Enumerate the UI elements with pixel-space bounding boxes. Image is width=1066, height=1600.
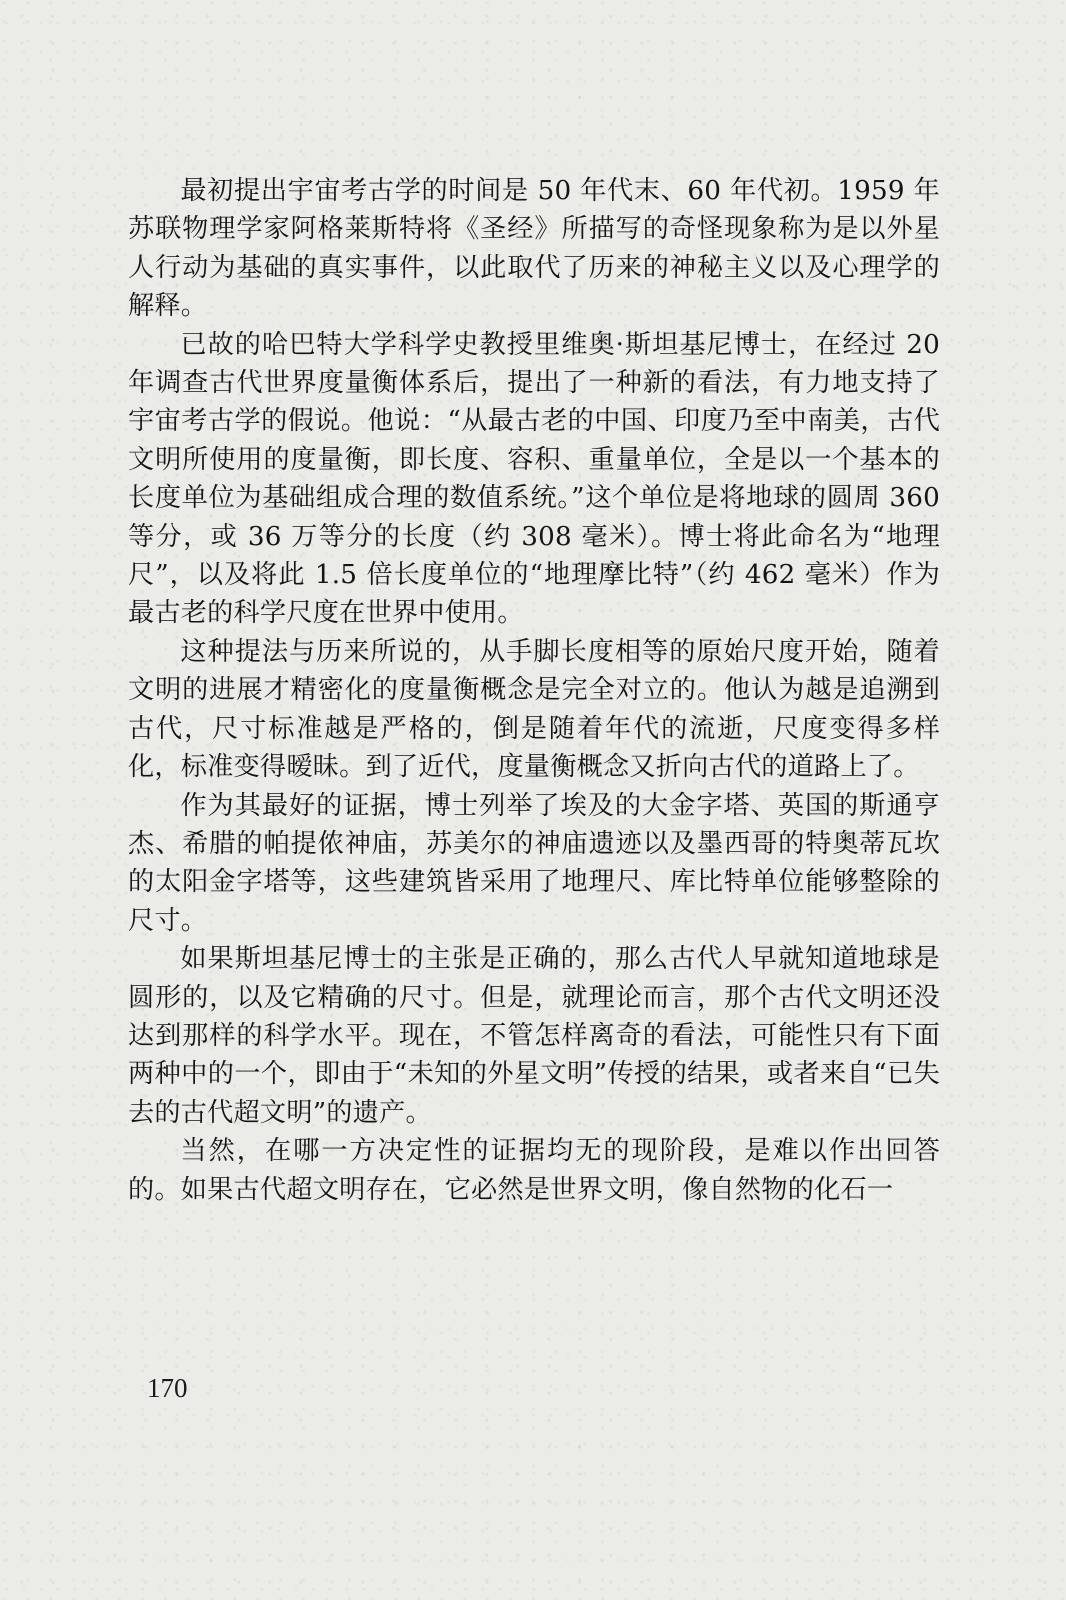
paragraph-4: 作为其最好的证据，博士列举了埃及的大金字塔、英国的斯通亨杰、希腊的帕提侬神庙，苏美尔的神庙遗迹以及墨西哥的特奥蒂瓦坎的太阳金字塔等，这些建筑皆采用了地理尺、库比特单位能够整除的尺寸。 — [128, 790, 940, 936]
paragraph-3: 这种提法与历来所说的，从手脚长度相等的原始尺度开始，随着文明的进展才精密化的度量衡概念是完全对立的。他认为越是追溯到古代，尺寸标准越是严格的，倒是随着年代的流逝，尺度变得多样化，标准变得暧昧。到了近代，度量衡概念又折向古代的道路上了。 — [128, 636, 940, 783]
body-text — [128, 172, 940, 1209]
page-number: 170 — [147, 1373, 188, 1403]
paragraph-6: 当然，在哪一方决定性的证据均无的现阶段，是难以作出回答的。如果古代超文明存在，它必然是世界文明，像自然物的化石一 — [128, 1136, 940, 1205]
paragraph-1: 最初提出宇宙考古学的时间是 50 年代末、60 年代初。1959 年苏联物理学家阿格莱斯特将《圣经》所描写的奇怪现象称为是以外星人行动为基础的真实事件，以此取代了历来的神秘主义以及心理学的解释。 — [128, 176, 940, 322]
paragraph-2: 已故的哈巴特大学科学史教授里维奥·斯坦基尼博士，在经过 20 年调查古代世界度量衡体系后，提出了一种新的看法，有力地支持了宇宙考古学的假说。他说：“从最古老的中国、印度乃至中南美，古代文明所使用的度量衡，即长度、容积、重量单位，全是以一个基本的长度单位为基础组成合理的数值系统。”这个单位是将地球的圆周 360 等分，或 36 万等分的长度（约 308 毫米）。博士将此命名为“地理尺”，以及将此 1.5 倍长度单位的“地理摩比特”（约 462 毫米）作为最古老的科学尺度在世界中使用。 — [128, 329, 940, 629]
paragraph-5: 如果斯坦基尼博士的主张是正确的，那么古代人早就知道地球是圆形的，以及它精确的尺寸。但是，就理论而言，那个古代文明还没达到那样的科学水平。现在，不管怎样离奇的看法，可能性只有下面两种中的一个，即由于“未知的外星文明”传授的结果，或者来自“已失去的古代超文明”的遗产。 — [128, 944, 940, 1128]
